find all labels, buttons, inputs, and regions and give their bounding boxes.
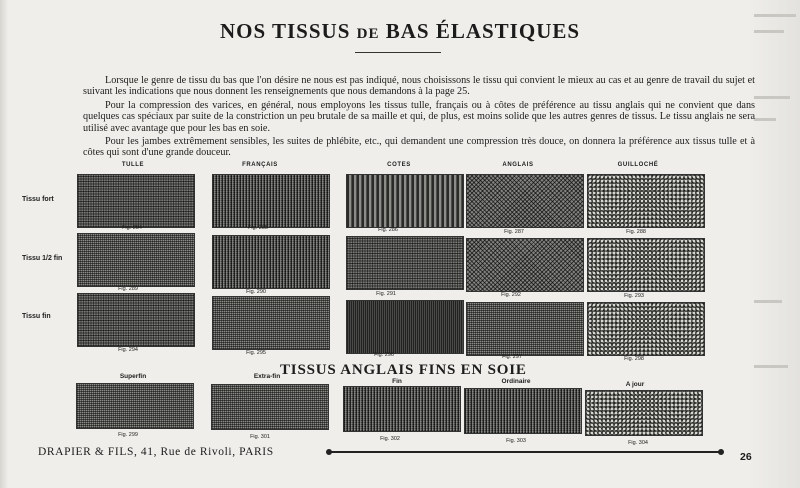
page-number: 26 <box>740 451 752 463</box>
figure-caption: Fig. 296 <box>374 352 394 358</box>
fabric-swatch <box>212 296 330 350</box>
figure-caption: Fig. 301 <box>250 434 270 440</box>
figure-caption: Fig. 284 <box>122 225 142 231</box>
figure-caption: Fig. 294 <box>118 347 138 353</box>
figure-caption: Fig. 287 <box>504 229 524 235</box>
page-title <box>0 19 800 44</box>
row-label-fort: Tissu fort <box>22 196 54 203</box>
intro-paragraph: Pour les jambes extrêmement sensibles, les suites de phlébite, etc., qui demandent une compression très douce, on donnera la préférence aux tissus tulle et à côtes qui sont d'une grande douceur. <box>83 136 755 159</box>
figure-caption: Fig. 302 <box>380 436 400 442</box>
fabric-swatch <box>346 174 464 228</box>
title-part-de: DE <box>356 26 380 42</box>
figure-caption: Fig. 295 <box>246 350 266 356</box>
figure-caption: Fig. 290 <box>246 289 266 295</box>
silk-column-header: Extra-fin <box>253 373 281 380</box>
fabric-swatch <box>346 300 464 354</box>
silk-column-header: A jour <box>625 381 645 388</box>
fabric-swatch <box>77 174 195 228</box>
fabric-swatch <box>77 233 195 287</box>
figure-caption: Fig. 286 <box>378 227 398 233</box>
figure-caption: Fig. 297 <box>502 354 522 360</box>
fabric-swatch <box>77 293 195 347</box>
intro-text <box>83 75 755 161</box>
figure-caption: Fig. 298 <box>624 356 644 362</box>
fabric-swatch <box>466 174 584 228</box>
fabric-swatch <box>466 302 584 356</box>
figure-caption: Fig. 293 <box>624 293 644 299</box>
fabric-swatch <box>211 384 329 430</box>
column-header-guilloche: GUILLOCHÉ <box>617 162 659 168</box>
publisher-address: DRAPIER & FILS, 41, Rue de Rivoli, PARIS <box>38 446 274 458</box>
fabric-swatch <box>212 235 330 289</box>
fabric-swatch <box>343 386 461 432</box>
figure-caption: Fig. 299 <box>118 432 138 438</box>
column-header-anglais: ANGLAIS <box>502 162 534 168</box>
fabric-swatch <box>585 390 703 436</box>
figure-caption: Fig. 304 <box>628 440 648 446</box>
title-underline <box>355 52 441 53</box>
row-label-demi-fin: Tissu 1/2 fin <box>22 255 63 262</box>
intro-paragraph: Pour la compression des varices, en général, nous employons les tissus tulle, français ou à côtes de préférence au tissu anglais qui ne convient que dans quelques cas spéciaux par suite de la constriction un peu brutale de sa maille et qui, de plus, est moins solide que les autres genres de tissus. Le tissu anglais ne sera utilisé avec avantage que pour les bas en soie. <box>83 99 755 134</box>
column-header-francais: FRANÇAIS <box>242 162 278 168</box>
fabric-swatch <box>346 236 464 290</box>
silk-column-header: Fin <box>392 378 402 385</box>
fabric-swatch <box>587 302 705 356</box>
figure-caption: Fig. 292 <box>501 292 521 298</box>
footer-ornament-rule <box>330 451 720 453</box>
fabric-swatch <box>587 238 705 292</box>
title-part-2: BAS ÉLASTIQUES <box>385 19 581 43</box>
silk-section-heading: TISSUS ANGLAIS FINS EN SOIE <box>280 362 527 378</box>
figure-caption: Fig. 291 <box>376 291 396 297</box>
column-header-cotes: COTES <box>387 162 411 168</box>
silk-column-header: Ordinaire <box>501 378 531 385</box>
fabric-swatch <box>587 174 705 228</box>
column-header-tulle: TULLE <box>121 162 145 168</box>
figure-caption: Fig. 289 <box>118 286 138 292</box>
figure-caption: Fig. 285 <box>248 225 268 231</box>
facing-page-bleed <box>748 0 800 488</box>
row-label-fin: Tissu fin <box>22 313 51 320</box>
fabric-swatch <box>464 388 582 434</box>
intro-paragraph: Lorsque le genre de tissu du bas que l'on désire ne nous est pas indiqué, nous choisissons le tissu qui convient le mieux au cas et au genre de travail du sujet et suivant les indications que nous donnent les renseignements que nous demandons à la page 25. <box>83 75 755 98</box>
title-part-1: NOS TISSUS <box>219 19 351 43</box>
figure-caption: Fig. 303 <box>506 438 526 444</box>
fabric-swatch <box>76 383 194 429</box>
fabric-swatch <box>212 174 330 228</box>
figure-caption: Fig. 288 <box>626 229 646 235</box>
page-edge-shadow <box>0 0 8 488</box>
fabric-swatch <box>466 238 584 292</box>
silk-column-header: Superfin <box>119 373 147 380</box>
